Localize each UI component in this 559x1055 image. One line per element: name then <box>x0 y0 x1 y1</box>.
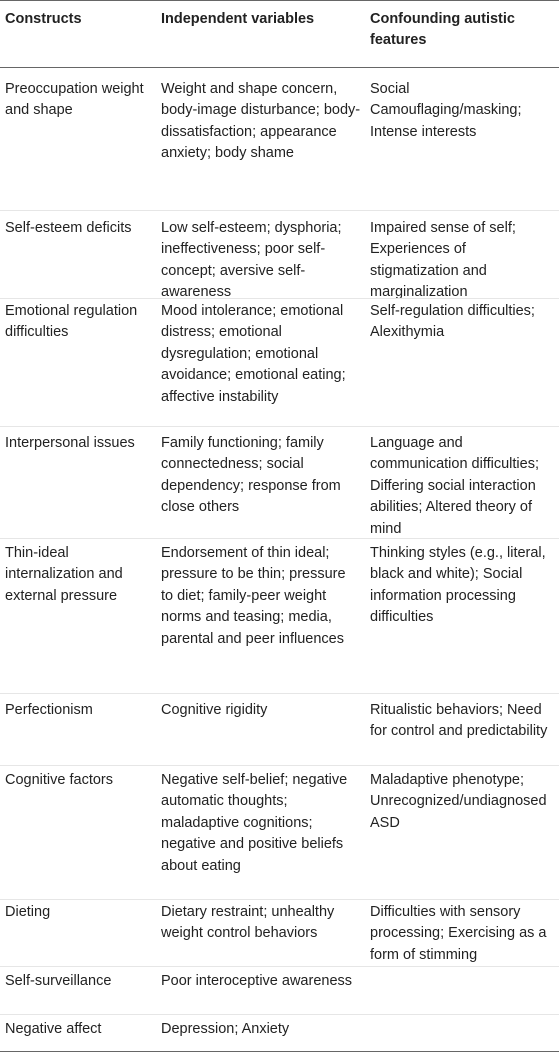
row-separator <box>0 426 559 427</box>
row-6-variables: Negative self-belief; negative automatic thoughts; maladaptive cognitions; negative and positive beliefs about eating <box>161 772 348 874</box>
row-separator <box>0 693 559 694</box>
row-5-features: Ritualistic behaviors; Need for control and predictability <box>370 702 548 740</box>
row-4-construct: Thin-ideal internalization and external pressure <box>5 545 123 604</box>
row-separator <box>0 1014 559 1015</box>
row-2-features: Self-regulation difficulties; Alexithymia <box>370 303 535 341</box>
row-7-variables: Dietary restraint; unhealthy weight control behaviors <box>161 904 335 942</box>
row-3-features: Language and communication difficulties; Differing social interaction abilities; Altered theory of mind <box>370 435 539 537</box>
row-1-features: Impaired sense of self; Experiences of stigmatization and marginalization <box>370 220 516 301</box>
row-3-variables: Family functioning; family connectedness; social dependency; response from close others <box>161 435 341 516</box>
header-independent-variables: Independent variables <box>161 11 315 27</box>
row-9-construct: Negative affect <box>5 1021 102 1037</box>
row-separator <box>0 538 559 539</box>
row-3-construct: Interpersonal issues <box>5 435 135 451</box>
row-6-construct: Cognitive factors <box>5 772 113 788</box>
row-0-features: Social Camouflaging/masking; Intense interests <box>370 81 522 140</box>
row-7-features: Difficulties with sensory processing; Exercising as a form of stimming <box>370 904 547 963</box>
row-4-features: Thinking styles (e.g., literal, black and white); Social information processing difficulties <box>370 545 546 626</box>
row-7-construct: Dieting <box>5 904 51 920</box>
row-8-variables: Poor interoceptive awareness <box>161 973 353 989</box>
row-separator <box>0 298 559 299</box>
row-9-variables: Depression; Anxiety <box>161 1021 290 1037</box>
row-5-construct: Perfectionism <box>5 702 93 718</box>
row-separator <box>0 966 559 967</box>
row-0-variables: Weight and shape concern, body-image disturbance; body-dissatisfaction; appearance anxiety; body shame <box>161 81 361 162</box>
row-6-features: Maladaptive phenotype; Unrecognized/undiagnosed ASD <box>370 772 547 831</box>
header-rule <box>0 67 559 68</box>
row-8-construct: Self-surveillance <box>5 973 112 989</box>
row-2-construct: Emotional regulation difficulties <box>5 303 138 341</box>
row-separator <box>0 765 559 766</box>
row-1-construct: Self-esteem deficits <box>5 220 132 236</box>
row-1-variables: Low self-esteem; dysphoria; ineffectiveness; poor self-concept; aversive self-awareness <box>161 220 342 301</box>
header-constructs: Constructs <box>5 11 82 27</box>
table-bottom-rule <box>0 1051 559 1052</box>
row-separator <box>0 210 559 211</box>
header-confounding-features: Confounding autistic features <box>370 11 515 49</box>
row-4-variables: Endorsement of thin ideal; pressure to be thin; pressure to diet; family-peer weight norms and teasing; media, parental and peer influences <box>161 545 346 647</box>
row-2-variables: Mood intolerance; emotional distress; emotional dysregulation; emotional avoidance; emotional eating; affective instability <box>161 303 346 405</box>
table-top-rule <box>0 0 559 1</box>
row-0-construct: Preoccupation weight and shape <box>5 81 144 119</box>
row-separator <box>0 899 559 900</box>
row-5-variables: Cognitive rigidity <box>161 702 268 718</box>
